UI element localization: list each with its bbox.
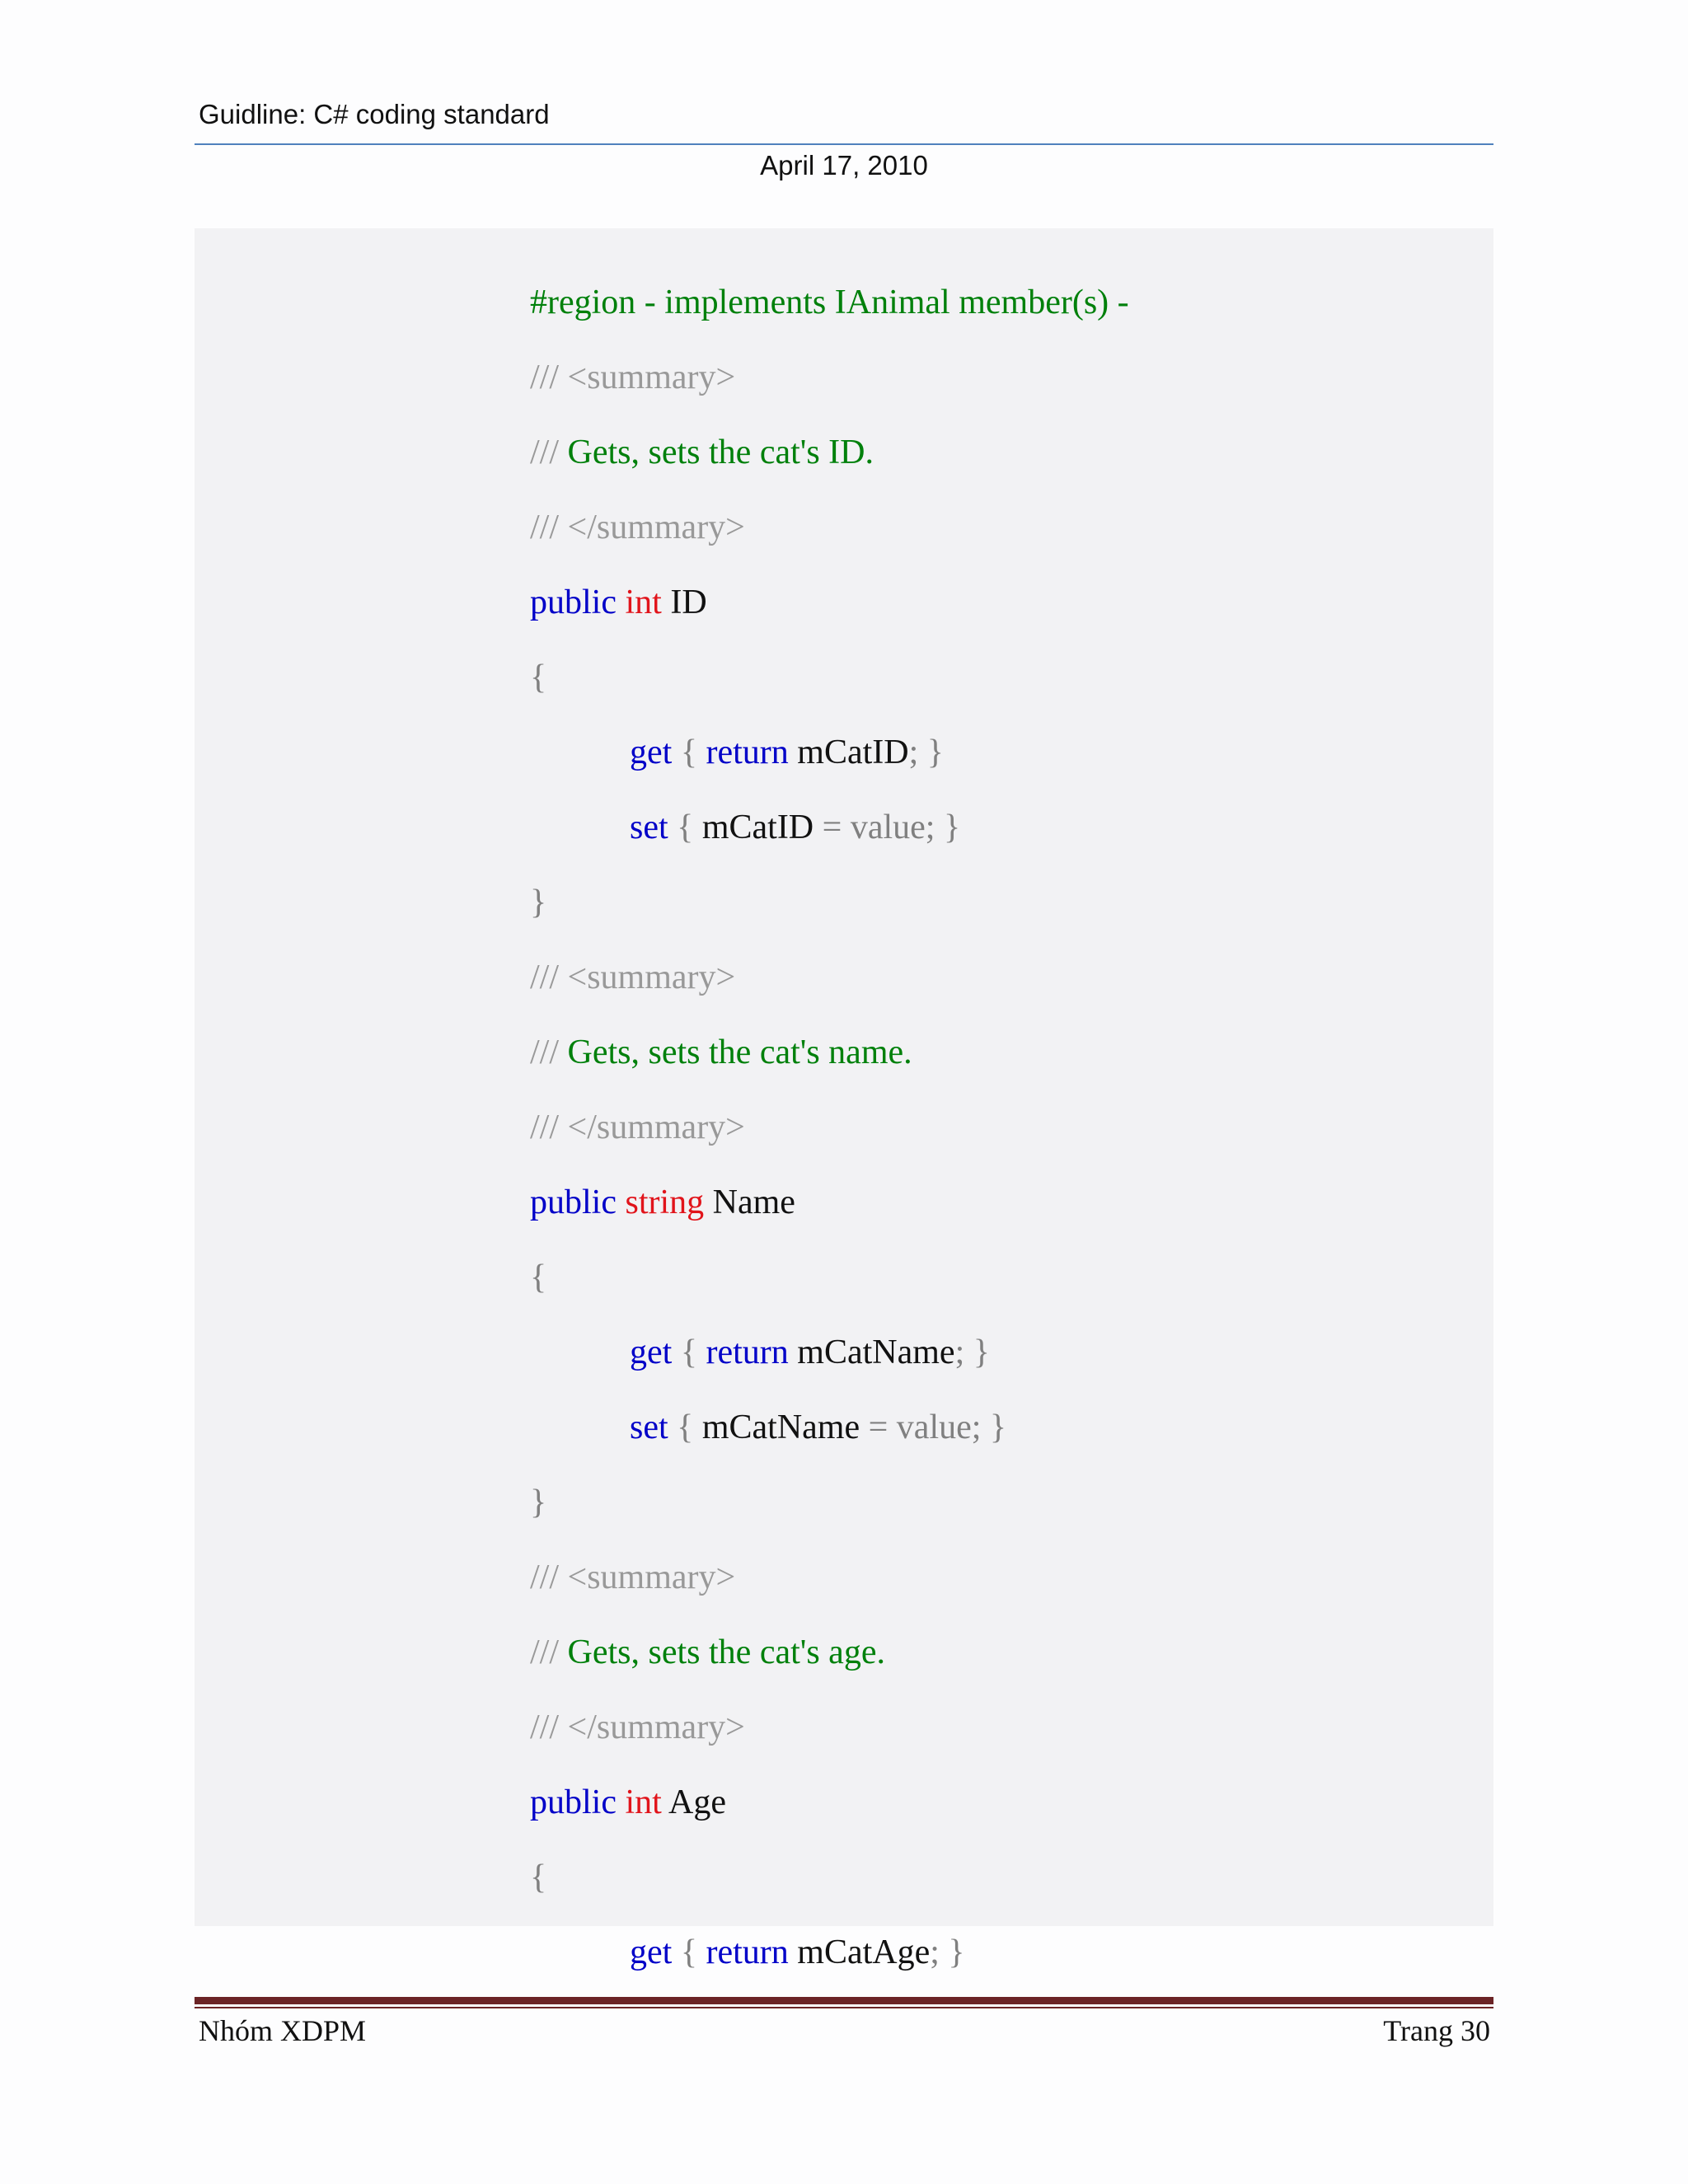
header-divider [195, 143, 1493, 145]
field-mcatid: mCatID [797, 733, 909, 771]
field-mcatname: mCatName [797, 1333, 955, 1371]
keyword-get: get [630, 1333, 673, 1371]
doc-comment-text: Gets, sets the cat's ID. [559, 434, 874, 471]
header-title: Guidline: C# coding standard [199, 99, 550, 129]
keyword-public: public [530, 1783, 617, 1821]
code-line-open-brace [495, 1203, 547, 1296]
doc-prefix: /// [530, 434, 560, 471]
code-block [195, 228, 1493, 1971]
keyword-set: set [630, 808, 668, 846]
code-line-property-declaration [495, 1728, 726, 1821]
code-line-summary-open [495, 903, 736, 996]
code-line-doc-comment [495, 378, 874, 471]
summary-close-tag: </summary> [559, 1708, 745, 1746]
code-line-getter: get { return mCatAge; } [630, 1933, 965, 1971]
code-line-open-brace [495, 1803, 547, 1896]
field-mcatid: mCatID [701, 808, 814, 846]
doc-comment-text: Gets, sets the cat's name. [559, 1033, 912, 1071]
close-brace: } [530, 1483, 547, 1521]
code-line-doc-comment [495, 978, 912, 1071]
code-line-summary-close [495, 453, 745, 546]
property-name-id: ID [670, 583, 707, 621]
keyword-get: get [630, 733, 673, 771]
summary-open-tag: <summary> [559, 1558, 736, 1596]
doc-comment-text: Gets, sets the cat's age. [559, 1633, 885, 1671]
code-line-region [495, 228, 1129, 321]
doc-prefix: /// [530, 1708, 560, 1746]
summary-open-tag: <summary> [559, 958, 736, 996]
close-brace: } [530, 883, 547, 921]
code-line-setter: set { mCatID = value; } [630, 808, 961, 846]
doc-prefix: /// [530, 509, 560, 546]
code-line-getter: get { return mCatName; } [630, 1333, 990, 1371]
code-line-getter: get { return mCatID; } [630, 733, 944, 771]
code-line-property-declaration [495, 528, 707, 621]
code-line-close-brace [495, 828, 547, 921]
property-name-name: Name [712, 1183, 795, 1221]
footer-divider-thin [195, 2007, 1493, 2008]
doc-prefix: /// [530, 958, 560, 996]
summary-close-tag: </summary> [559, 509, 745, 546]
footer-group-name: Nhóm XDPM [199, 2014, 367, 2047]
code-line-setter: set { mCatName = value; } [630, 1408, 1007, 1446]
code-line-doc-comment [495, 1578, 885, 1671]
doc-prefix: /// [530, 1033, 560, 1071]
field-mcatname: mCatName [701, 1408, 860, 1446]
doc-prefix: /// [530, 1633, 560, 1671]
type-int: int [625, 583, 662, 621]
region-directive: #region - implements IAnimal member(s) - [530, 284, 1129, 321]
keyword-return: return [706, 1333, 789, 1371]
keyword-public: public [530, 1183, 617, 1221]
keyword-return: return [706, 1933, 789, 1971]
keyword-get: get [630, 1933, 673, 1971]
code-line-summary-open [495, 303, 736, 396]
open-brace: { [530, 1858, 547, 1896]
doc-prefix: /// [530, 1108, 560, 1146]
type-string: string [625, 1183, 705, 1221]
field-mcatage: mCatAge [797, 1933, 931, 1971]
open-brace: { [530, 658, 547, 696]
doc-prefix: /// [530, 1558, 560, 1596]
code-line-open-brace [495, 603, 547, 696]
summary-close-tag: </summary> [559, 1108, 745, 1146]
header-date: April 17, 2010 [760, 150, 928, 180]
code-line-summary-close [495, 1653, 745, 1746]
footer-page-number: Trang 30 [1383, 2014, 1490, 2047]
keyword-set: set [630, 1408, 668, 1446]
summary-open-tag: <summary> [559, 359, 736, 396]
code-line-summary-close [495, 1053, 745, 1146]
code-line-property-declaration [495, 1128, 795, 1221]
footer-divider-thick [195, 1997, 1493, 2004]
doc-prefix: /// [530, 359, 560, 396]
keyword-public: public [530, 583, 617, 621]
type-int: int [625, 1783, 662, 1821]
open-brace: { [530, 1258, 547, 1296]
keyword-return: return [706, 733, 789, 771]
code-line-summary-open [495, 1503, 736, 1596]
property-name-age: Age [668, 1783, 726, 1821]
code-line-close-brace [495, 1428, 547, 1521]
